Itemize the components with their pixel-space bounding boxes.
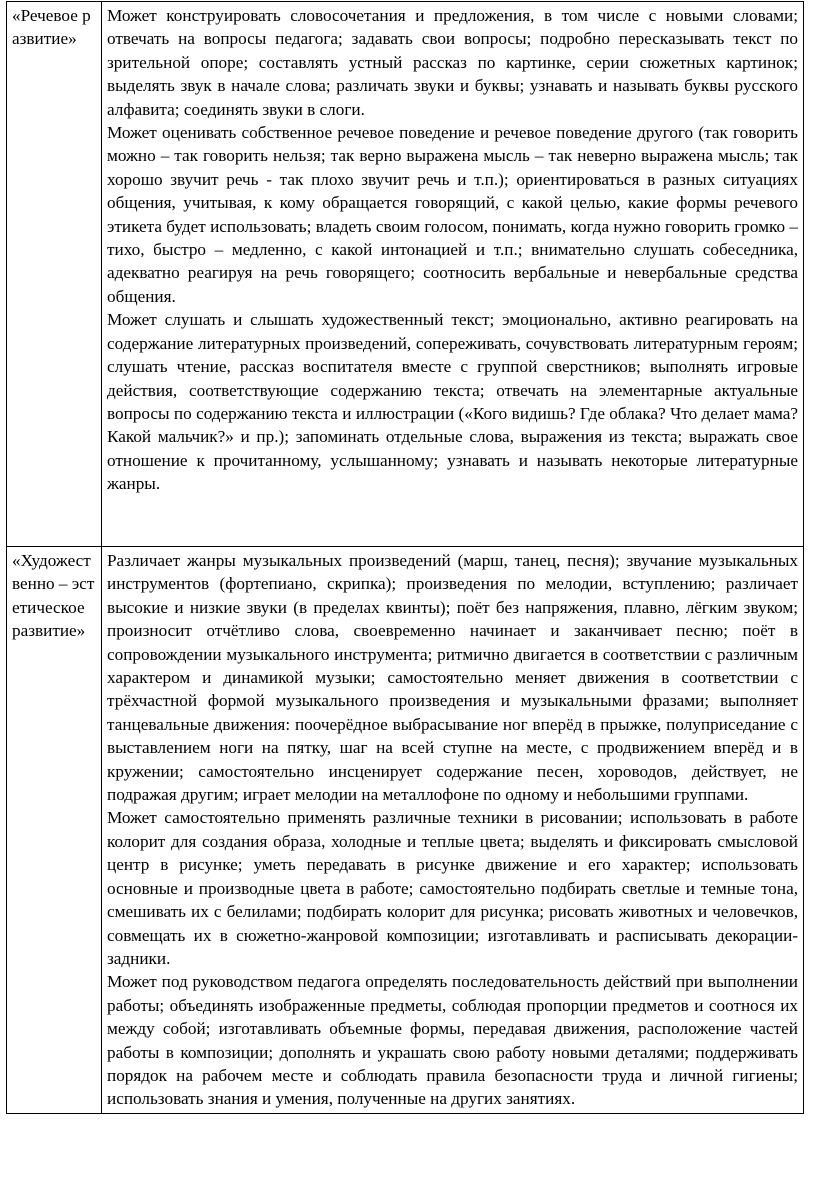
paragraph: Может конструировать словосочетания и предложения, в том числе с новыми словами; отвечать на вопросы педагога; задавать свои вопросы; подробно пересказывать текст по зрительной опоре; составлять устный рассказ по картинке, серии сюжетных картинок; выделять звук в начале слова; различать звуки и буквы; узнавать и называть буквы русского алфавита; соединять звуки в слоги.: [107, 6, 798, 119]
area-label-cell: [7, 547, 102, 1114]
paragraph: Различает жанры музыкальных произведений (марш, танец, песня); звучание музыкальных инструментов (фортепиано, скрипка); произведения по мелодии, вступлению; различает высокие и низкие звуки (в пределах квинты); поёт без напряжения, плавно, лёгким звуком; произносит отчётливо слова, своевременно начинает и заканчивает песню; поёт в сопровождении музыкального инструмента; ритмично двигается в соответствии с различным характером и динамикой музыки; самостоятельно меняет движения в соответствии с трёхчастной формой музыкального произведения и музыкальными фразами; выполняет танцевальные движения: поочерёдное выбрасывание ног вперёд в прыжке, полуприседание с выставлением ноги на пятку, шаг на всей ступне на месте, с продвижением вперёд и в кружении; самостоятельно инсценирует содержание песен, хороводов, действует, не подражая другим; играет мелодии на металлофоне по одному и небольшими группами.: [107, 551, 798, 805]
table-row-speech-development: [7, 2, 804, 547]
paragraph: Может самостоятельно применять различные техники в рисовании; использовать в работе колорит для создания образа, холодные и теплые цвета; выделять и фиксировать смысловой центр в рисунке; уметь передавать в рисунке движение и его характер; использовать основные и производные цвета в работе; самостоятельно подбирать светлые и темные тона, смешивать их с белилами; подбирать колорит для рисунка; рисовать животных и человечков, совмещать их в сюжетно-жанровой композиции; изготавливать и расписывать декорации-задники.: [107, 808, 798, 968]
development-areas-table: [6, 1, 804, 1114]
area-label: «Речевое развитие»: [12, 6, 91, 49]
paragraph: Может слушать и слышать художественный текст; эмоционально, активно реагировать на содержание литературных произведений, сопереживать, сочувствовать литературным героям; слушать чтение, рассказ воспитателя вместе с группой сверстников; выполнять игровые действия, соответствующие содержанию текста; отвечать на элементарные актуальные вопросы по содержанию текста и иллюстрации («Кого видишь? Где облака? Что делает мама? Какой мальчик?» и пр.); запоминать отдельные слова, выражения из текста; выражать свое отношение к прочитанному, услышанному; узнавать и называть некоторые литературные жанры.: [107, 310, 798, 494]
paragraph: Может под руководством педагога определять последовательность действий при выполнении работы; объединять изображенные предметы, соблюдая пропорции предметов и соотнося их между собой; изготавливать объемные формы, передавая движения, расположение частей работы в композиции; дополнять и украшать свою работу новыми деталями; поддерживать порядок на рабочем месте и соблюдать правила безопасности труда и личной гигиены; использовать знания и умения, полученные на других занятиях.: [107, 972, 798, 1109]
area-content-cell: [102, 547, 804, 1114]
paragraph: Может оценивать собственное речевое поведение и речевое поведение другого (так говорить можно – так говорить нельзя; так верно выражена мысль – так неверно выражена мысль; так хорошо звучит речь - так плохо звучит речь и т.п.); ориентироваться в разных ситуациях общения, учитывая, к кому обращается говорящий, с какой целью, какие формы речевого этикета будет использовать; владеть своим голосом, понимать, когда нужно говорить громко – тихо, быстро – медленно, с какой интонацией и т.п.; внимательно слушать собеседника, адекватно реагируя на речь говорящего; соотносить вербальные и невербальные средства общения.: [107, 123, 798, 306]
table-row-artistic-development: [7, 547, 804, 1114]
area-content-cell: [102, 2, 804, 547]
area-label-cell: [7, 2, 102, 547]
area-label: «Художественно – эстетическое развитие»: [12, 551, 95, 641]
